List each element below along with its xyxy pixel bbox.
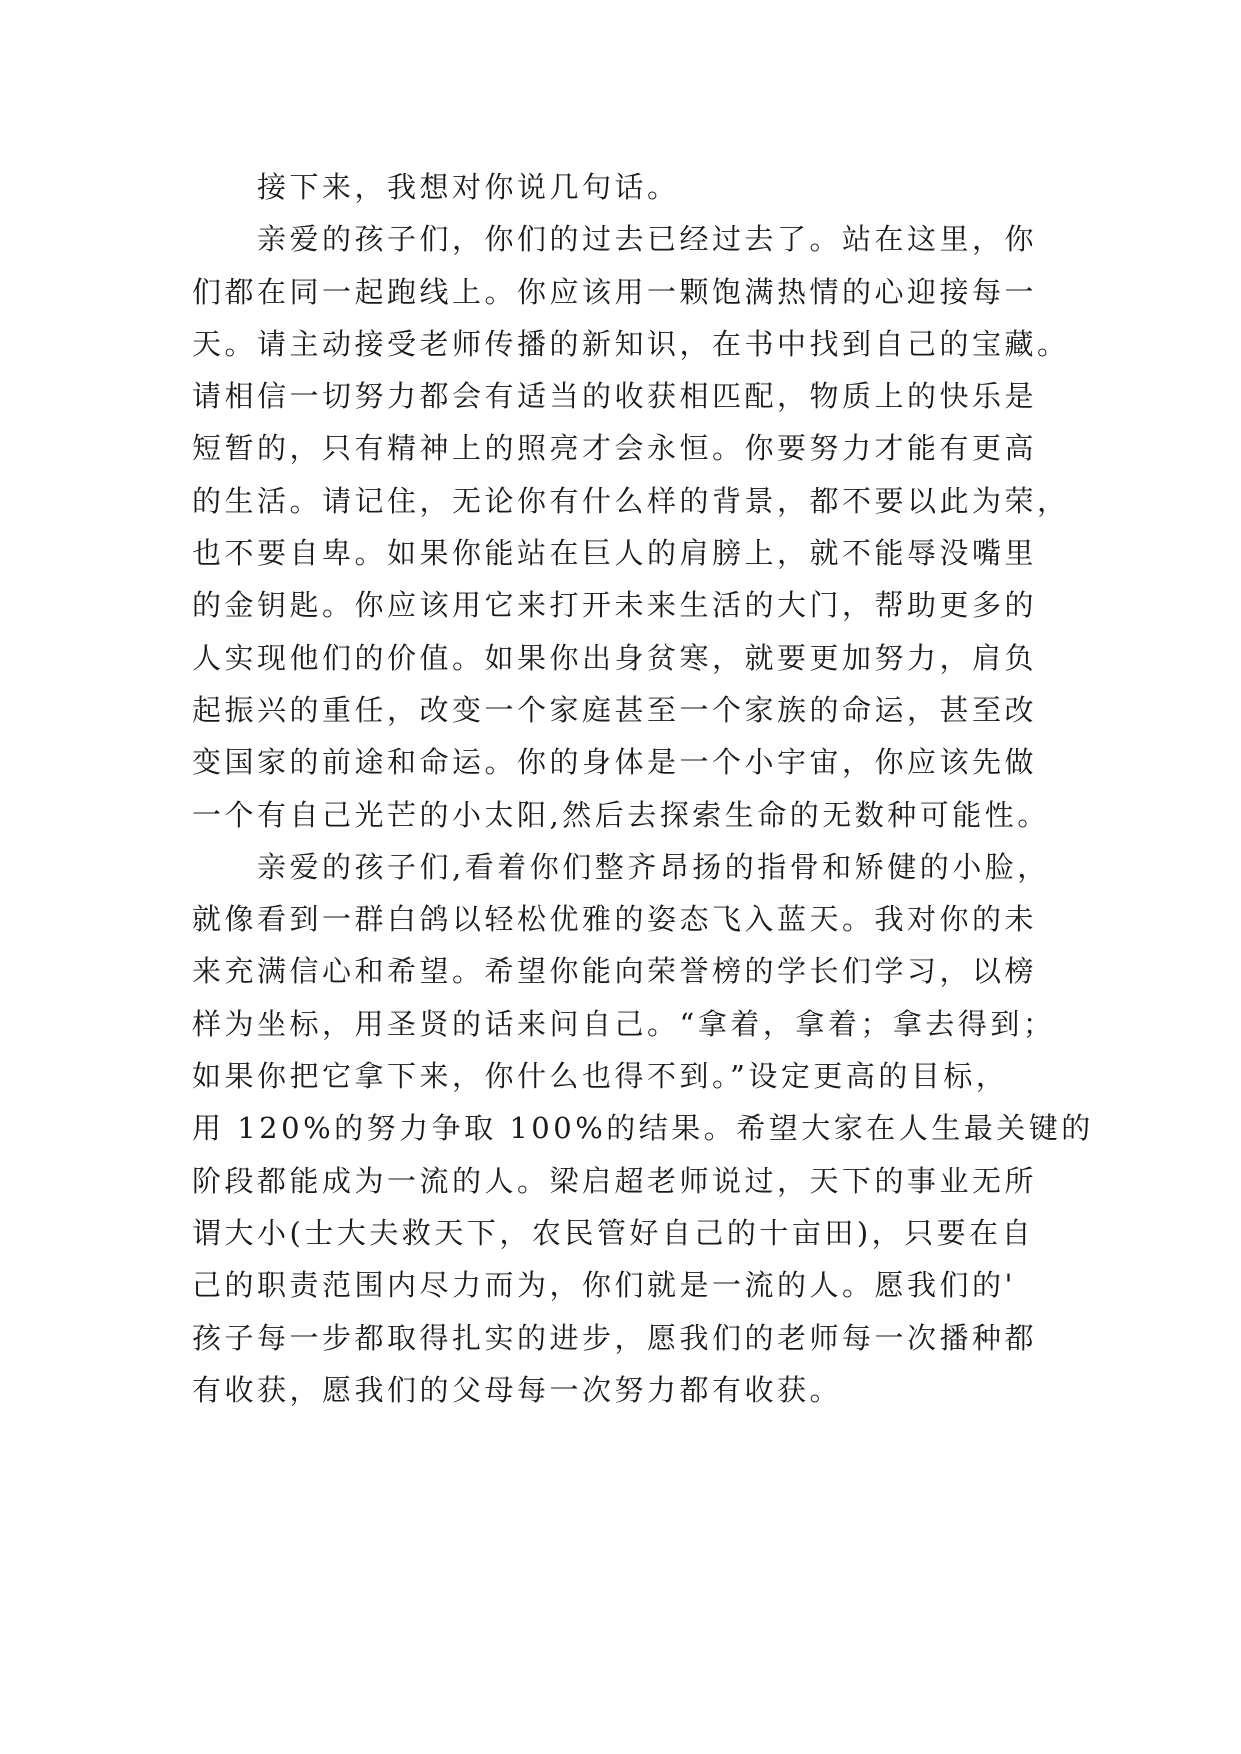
paragraph-3-line-1: 亲爱的孩子们,看着你们整齐昂扬的指骨和矫健的小脸，	[257, 849, 1050, 884]
paragraph-3-line-2: 就像看到一群白鸽以轻松优雅的姿态飞入蓝天。我对你的未	[192, 902, 1038, 937]
paragraph-3-line-8: 谓大小(士大夫救天下，农民管好自己的十亩田)，只要在自	[192, 1215, 1035, 1250]
paragraph-3-line-9: 己的职责范围内尽力而为，你们就是一流的人。愿我们的'	[192, 1268, 1016, 1303]
paragraph-3-line-10: 孩子每一步都取得扎实的进步，愿我们的老师每一次播种都	[192, 1320, 1038, 1355]
paragraph-2-line-10: 起振兴的重任，改变一个家庭甚至一个家族的命运，甚至改	[192, 692, 1038, 727]
paragraph-2-line-3: 天。请主动接受老师传播的新知识，在书中找到自己的宝藏。	[192, 326, 1070, 361]
paragraph-2-line-4: 请相信一切努力都会有适当的收获相匹配，物质上的快乐是	[192, 379, 1038, 414]
paragraph-3-line-7: 阶段都能成为一流的人。梁启超老师说过，天下的事业无所	[192, 1163, 1038, 1198]
paragraph-2-line-5: 短暂的，只有精神上的照亮才会永恒。你要努力才能有更高	[192, 431, 1038, 466]
paragraph-2-line-8: 的金钥匙。你应该用它来打开未来生活的大门，帮助更多的	[192, 588, 1038, 623]
paragraph-2-line-1: 亲爱的孩子们，你们的过去已经过去了。站在这里，你	[257, 222, 1038, 257]
paragraph-3-line-11: 有收获，愿我们的父母每一次努力都有收获。	[192, 1372, 843, 1407]
paragraph-2-line-11: 变国家的前途和命运。你的身体是一个小宇宙，你应该先做	[192, 745, 1038, 780]
paragraph-3-line-5: 如果你把它拿下来，你什么也得不到。”设定更高的目标，	[192, 1059, 1009, 1094]
paragraph-2-line-9: 人实现他们的价值。如果你出身贫寒，就要更加努力，肩负	[192, 640, 1038, 675]
paragraph-3-line-6: 用 120%的努力争取 100%的结果。希望大家在人生最关键的	[192, 1111, 1094, 1146]
paragraph-2-line-2: 们都在同一起跑线上。你应该用一颗饱满热情的心迎接每一	[192, 274, 1038, 309]
paragraph-3-line-4: 样为坐标，用圣贤的话来问自己。“拿着，拿着；拿去得到；	[192, 1006, 1056, 1041]
paragraph-1-line-1: 接下来，我想对你说几句话。	[257, 170, 680, 204]
paragraph-2-line-6: 的生活。请记住，无论你有什么样的背景，都不要以此为荣，	[192, 483, 1070, 518]
body-text	[192, 161, 1092, 1416]
paragraph-2-line-7: 也不要自卑。如果你能站在巨人的肩膀上，就不能辱没嘴里	[192, 536, 1038, 571]
paragraph-3-line-3: 来充满信心和希望。希望你能向荣誉榜的学长们学习，以榜	[192, 954, 1038, 989]
paragraph-2-line-12: 一个有自己光芒的小太阳,然后去探索生命的无数种可能性。	[192, 797, 1050, 832]
